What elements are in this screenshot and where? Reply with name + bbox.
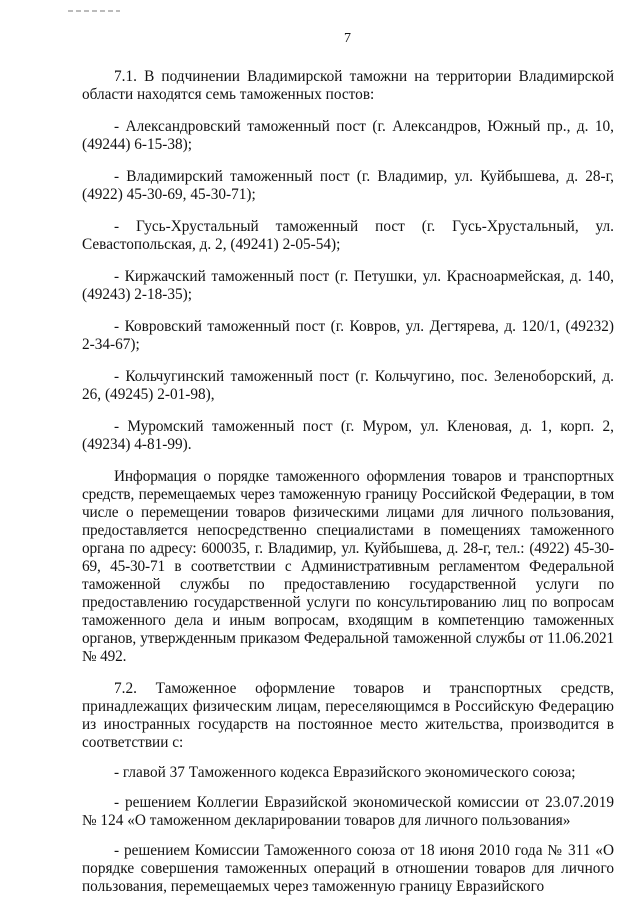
reference-chapter-37: - главой 37 Таможенного кодекса Евразийского экономического союза;	[114, 764, 576, 781]
document-body	[82, 68, 614, 896]
customs-post-vladimir: - Владимирский таможенный пост (г. Владимир, ул. Куйбышева, д. 28-г, (4922) 45-30-69, 45-30-71);	[82, 168, 614, 203]
customs-post-kirzhach: - Киржачский таможенный пост (г. Петушки, ул. Красноармейская, д. 140, (49243) 2-18-35);	[82, 268, 614, 303]
scan-artifact-mark	[68, 10, 120, 12]
customs-post-kovrov: - Ковровский таможенный пост (г. Ковров, ул. Дегтярева, д. 120/1, (49232) 2-34-67);	[82, 318, 614, 353]
reference-eec-decision-124: - решением Коллегии Евразийской экономической комиссии от 23.07.2019 № 124 «О таможенном декларировании товаров для личного пользования»	[82, 794, 614, 829]
page-number: 7	[344, 31, 351, 46]
reference-cu-decision-311: - решением Комиссии Таможенного союза от 18 июня 2010 года № 311 «О порядке совершения таможенных операций в отношении товаров для личного пользования, перемещаемых через таможенную границу Евразийского	[82, 842, 614, 895]
paragraph-7-2-intro: 7.2. Таможенное оформление товаров и транспортных средств, принадлежащих физическим лицам, переселяющимся в Российскую Федерацию из иностранных государств на постоянное место жительства, производится в соответствии с:	[82, 680, 614, 751]
customs-post-aleksandrov: - Александровский таможенный пост (г. Александров, Южный пр., д. 10, (49244) 6-15-38);	[82, 118, 614, 153]
customs-info-paragraph: Информация о порядке таможенного оформления товаров и транспортных средств, перемещаемых через таможенную границу Российской Федерации, в том числе о перемещении товаров физическими лицами для личного пользования, предоставляется непосредственно специалистами в помещениях таможенного органа по адресу: 600035, г. Владимир, ул. Куйбышева, д. 28-г, тел.: (4922) 45-30-69, 45-30-71 в соответствии с Административным регламентом Федеральной таможенной службы по предоставлению государственной услуги по предоставлению государственной услуги по консультированию лиц по вопросам таможенного дела и иным вопросам, входящим в компетенцию таможенных органов, утвержденным приказом Федеральной таможенной службы от 11.06.2021 № 492.	[82, 468, 614, 665]
customs-post-gus-khrustalny: - Гусь-Хрустальный таможенный пост (г. Гусь-Хрустальный, ул. Севастопольская, д. 2, (49241) 2-05-54);	[82, 218, 614, 253]
customs-post-kolchugino: - Кольчугинский таможенный пост (г. Кольчугино, пос. Зеленоборский, д. 26, (49245) 2-01-98),	[82, 368, 614, 403]
customs-post-murom: - Муромский таможенный пост (г. Муром, ул. Кленовая, д. 1, корп. 2, (49234) 4-81-99).	[82, 418, 614, 453]
paragraph-7-1-intro: 7.1. В подчинении Владимирской таможни на территории Владимирской области находятся семь таможенных постов:	[82, 68, 614, 103]
